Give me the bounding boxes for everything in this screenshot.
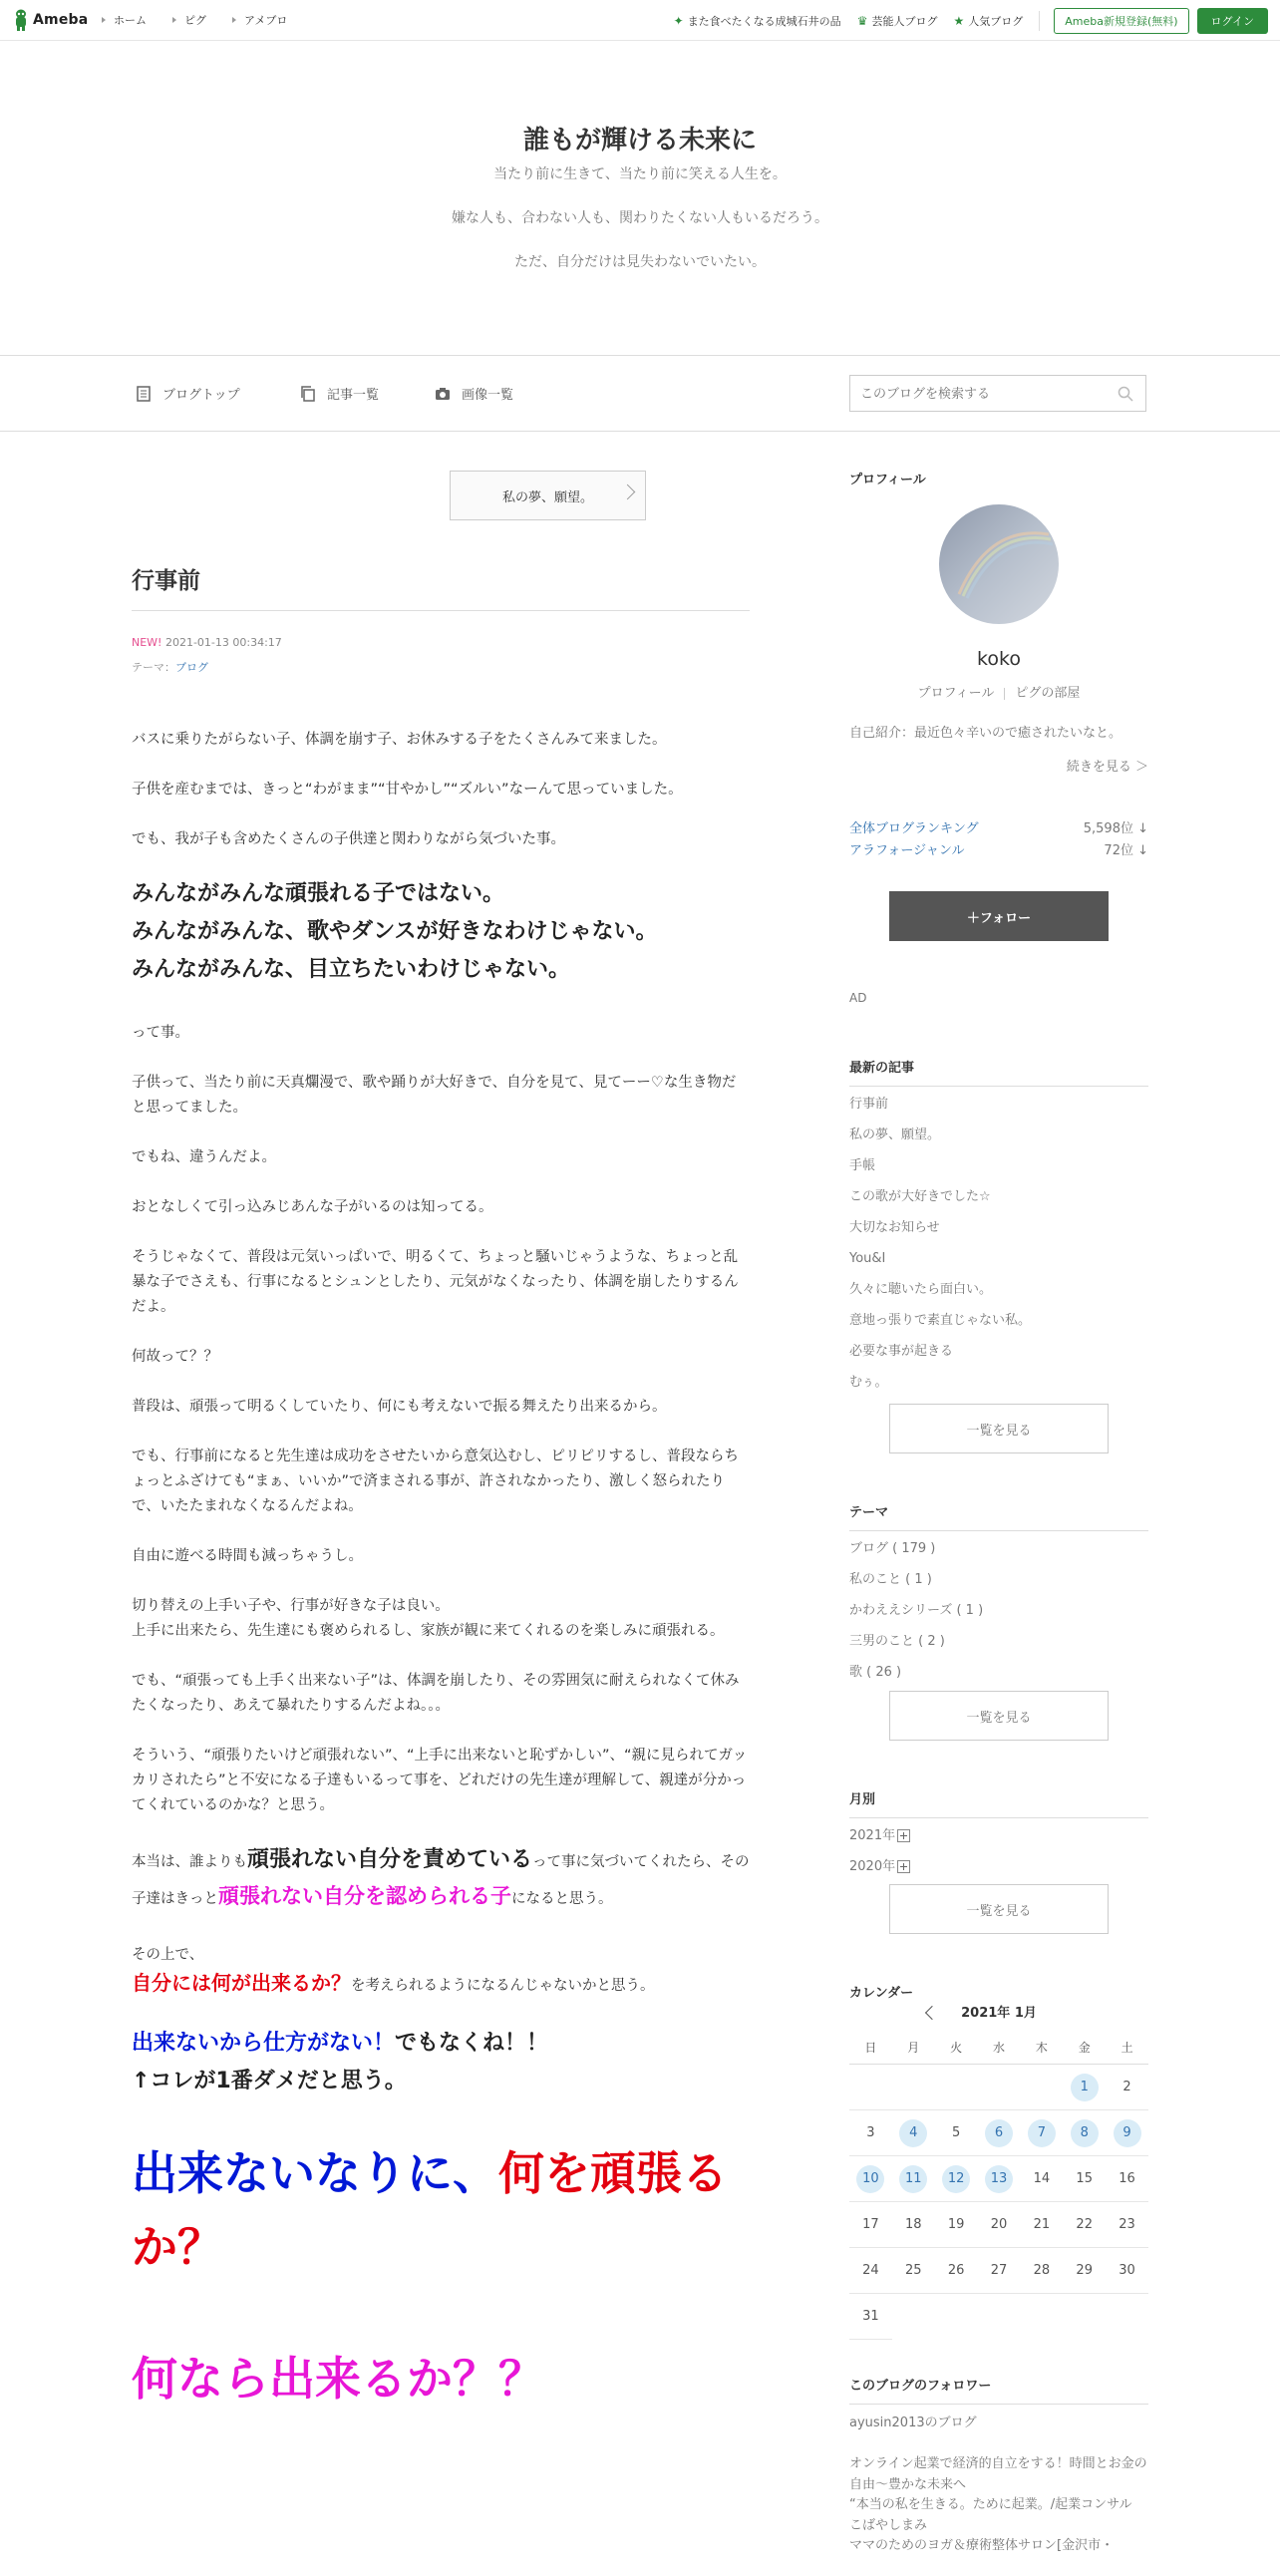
next-article-label: 私の夢、願望。: [501, 489, 593, 505]
theme-prefix: テーマ：: [132, 661, 175, 674]
document-icon: [135, 385, 153, 403]
paragraph: でも、我が子も含めたくさんの子供達と関わりながら気づいた事。: [132, 831, 565, 847]
calendar-day-number: 11: [899, 2165, 927, 2193]
month-list: [849, 1820, 1148, 1882]
camera-icon: [434, 385, 452, 403]
article-title[interactable]: 行事前: [132, 568, 200, 594]
recent-list: [849, 1089, 1148, 1398]
highlight-text: 出来ないから仕方がない！: [132, 2031, 396, 2056]
theme-heading: テーマ: [849, 1501, 1148, 1531]
crown-icon: ♛: [856, 14, 868, 28]
calendar-weekday: 火: [935, 2032, 978, 2065]
recent-item[interactable]: この歌が大好きでした☆: [849, 1189, 991, 1204]
top-nav-ameblo[interactable]: [232, 12, 287, 28]
expand-icon[interactable]: [897, 1829, 910, 1842]
calendar-day-number: 21: [1033, 2216, 1051, 2232]
see-all-articles-button[interactable]: 一覧を見る: [889, 1404, 1109, 1453]
calendar-day-number: 3: [866, 2124, 875, 2140]
calendar-day[interactable]: [1063, 2110, 1106, 2156]
top-right-links: [674, 8, 1268, 34]
celebrity-blog-label: 芸能人ブログ: [871, 15, 938, 28]
paragraph: おとなしくて引っ込みじあんな子がいるのは知ってる。: [132, 1199, 493, 1215]
search-icon[interactable]: [1118, 386, 1133, 402]
highlight-text: 自分には何が出来るか？: [132, 1971, 351, 1995]
text-run: 本当は、誰よりも: [132, 1854, 247, 1870]
calendar-day-number: 4: [899, 2119, 927, 2147]
nav-article-list-label: 記事一覧: [327, 388, 380, 403]
monthly-section: [849, 1788, 1148, 1882]
divider: [1039, 11, 1040, 31]
article-meta: [132, 630, 282, 680]
search-input[interactable]: [850, 376, 1102, 413]
calendar-day-number: 19: [947, 2216, 965, 2232]
calendar-day: [1063, 2248, 1106, 2294]
theme-item[interactable]: 三男のこと ( 2 ): [849, 1634, 945, 1649]
calendar: [849, 2002, 1148, 2340]
text-run: になると思う。: [511, 1891, 613, 1907]
follow-button[interactable]: ＋フォロー: [889, 891, 1109, 941]
calendar-day: [1063, 2156, 1106, 2202]
month-label: 2020年: [849, 1859, 896, 1874]
calendar-day-number: 9: [1114, 2119, 1141, 2147]
month-item[interactable]: [849, 1820, 1148, 1851]
calendar-day[interactable]: [1063, 2065, 1106, 2110]
ameba-logo[interactable]: [12, 9, 88, 31]
profile-link[interactable]: プロフィール: [917, 686, 995, 701]
month-item[interactable]: [849, 1851, 1148, 1882]
calendar-day: [1106, 2248, 1148, 2294]
blog-description: [0, 153, 1280, 284]
theme-item[interactable]: 歌 ( 26 ): [849, 1665, 902, 1680]
recent-articles: [849, 1057, 1148, 1398]
copy-icon: [299, 385, 317, 403]
see-all-months-button[interactable]: 一覧を見る: [889, 1884, 1109, 1934]
leaf-icon: ✦: [673, 14, 684, 28]
calendar-day-number: 2: [1122, 2079, 1131, 2094]
calendar-day: [1106, 2065, 1148, 2110]
text-run: ↑コレが1番ダメだと思う。: [132, 2069, 407, 2093]
theme-list: [849, 1533, 1148, 1688]
ranking-overall-link[interactable]: 全体ブログランキング: [849, 821, 979, 836]
calendar-days: [849, 2065, 1148, 2340]
popular-blog-label: 人気ブログ: [968, 15, 1024, 28]
blog-nav: [0, 356, 1280, 432]
paragraph: バスに乗りたがらない子、体調を崩す子、お休みする子をたくさんみて来ました。: [132, 732, 667, 748]
triangle-icon: [232, 17, 236, 23]
divider: [1004, 688, 1005, 700]
calendar-day-number: 20: [990, 2216, 1008, 2232]
ranking-overall-value: 5,598位 ↓: [1083, 821, 1148, 836]
calendar-day-number: 26: [947, 2262, 965, 2278]
star-icon: ★: [953, 14, 965, 28]
calendar-day[interactable]: [892, 2156, 935, 2202]
text-run: その上で、: [132, 1947, 204, 1963]
calendar-day: [978, 2202, 1021, 2248]
calendar-day-number: 29: [1076, 2262, 1093, 2278]
calendar-day: [1020, 2202, 1063, 2248]
calendar-weekday: 水: [978, 2032, 1021, 2065]
nav-image-list[interactable]: [434, 384, 513, 403]
calendar-day-number: 10: [856, 2165, 884, 2193]
ameba-mascot-icon: [12, 9, 30, 31]
recent-heading: 最新の記事: [849, 1057, 1148, 1087]
paragraph: そうじゃなくて、普段は元気いっぱいで、明るくて、ちょっと騒いじゃうような、ちょっと乱暴な子でさえも、行事になるとシュンとしたり、元気がなくなったり、体調を崩したりするんだよ。: [132, 1249, 739, 1315]
emphasis-line: みんながみんな、歌やダンスが好きなわけじゃない。: [132, 919, 658, 944]
paragraph: 自由に遊べる時間も減っちゃうし。: [132, 1548, 363, 1564]
expand-icon[interactable]: [897, 1860, 910, 1873]
text-run: を考えられるようになるんじゃないかと思う。: [351, 1978, 655, 1994]
calendar-empty-cell: [935, 2065, 978, 2110]
text-run: でもなくね！！: [395, 2031, 549, 2056]
calendar-day-number: 8: [1071, 2119, 1099, 2147]
recent-item[interactable]: 行事前: [849, 1097, 889, 1112]
triangle-icon: [102, 17, 106, 23]
theme-item[interactable]: 私のこと ( 1 ): [849, 1572, 932, 1587]
calendar-day-number: 18: [904, 2216, 922, 2232]
ranking-overall: [849, 817, 1148, 836]
calendar-day: [1020, 2156, 1063, 2202]
emphasis-line: みんながみんな、目立ちたいわけじゃない。: [132, 957, 571, 982]
calendar-day-number: 16: [1119, 2170, 1135, 2186]
calendar-day: [849, 2110, 892, 2156]
logo-text: Ameba: [33, 12, 89, 28]
followers-heading: このブログのフォロワー: [849, 2375, 1148, 2405]
ranking-genre: [849, 839, 1148, 858]
paragraph: でも、行事前になると先生達は成功をさせたいから意気込むし、ピリピリするし、普段ならちょっとふざけても“まぁ、いいか”で済まされる事が、許されなかったり、激しく怒られたりで、いたたまれなくなるんだよね。: [132, 1449, 739, 1514]
paragraph: って事。: [132, 1025, 189, 1041]
highlight-text: 出来ないなりに、: [132, 2146, 498, 2200]
calendar-day: [849, 2248, 892, 2294]
emphasis-line: みんながみんな頑張れる子ではない。: [132, 881, 505, 906]
calendar-day: [1020, 2248, 1063, 2294]
article-date: 2021-01-13 00:34:17: [164, 636, 282, 649]
recent-item[interactable]: 意地っ張りで素直じゃない私。: [849, 1313, 1032, 1328]
rainbow-avatar-image: [939, 504, 1059, 624]
calendar-weekday: 土: [1106, 2032, 1148, 2065]
month-label: 2021年: [849, 1828, 896, 1843]
calendar-day-number: 15: [1076, 2170, 1093, 2186]
nav-blog-top-label: ブログトップ: [162, 388, 240, 403]
read-more-link[interactable]: 続きを見る ＞: [1066, 760, 1148, 775]
recent-item[interactable]: 私の夢、願望。: [849, 1127, 941, 1142]
paragraph: 何故って？？: [132, 1349, 218, 1365]
paragraph: 子供を産むまでは、きっと“わがまま”“甘やかし”“ズルい”なーんて思っていました。: [132, 782, 683, 798]
recent-item[interactable]: むぅ。: [849, 1375, 888, 1390]
calendar-weekdays: [849, 2032, 1148, 2065]
calendar-day-number: [985, 2074, 1013, 2101]
calendar-day[interactable]: [978, 2110, 1021, 2156]
calendar-day-number: 17: [862, 2216, 879, 2232]
login-button[interactable]: ログイン: [1197, 8, 1268, 34]
calendar-header: [849, 2002, 1148, 2032]
calendar-day-number: [1028, 2074, 1056, 2101]
large-heading: [132, 2136, 750, 2284]
highlight-text: 何を頑張るか？: [132, 2146, 728, 2274]
blog-description-line: 当たり前に生きて、当たり前に笑える人生を。: [493, 166, 787, 182]
calendar-day: [935, 2248, 978, 2294]
calendar-day: [849, 2294, 892, 2340]
follower-item[interactable]: “本当の私を生きる。ために起業。/起業コンサル こばやしまみ: [849, 2497, 1145, 2533]
triangle-icon: [172, 17, 176, 23]
calendar-day-number: 23: [1119, 2216, 1135, 2232]
new-badge: NEW!: [132, 636, 162, 649]
theme-item[interactable]: ブログ ( 179 ): [849, 1541, 936, 1556]
paragraph: [132, 1941, 750, 2000]
nav-blog-top[interactable]: [135, 384, 240, 403]
calendar-empty-cell: [1020, 2065, 1063, 2110]
avatar[interactable]: [939, 504, 1059, 624]
top-nav-home-label: ホーム: [114, 14, 147, 27]
calendar-day-number: 22: [1076, 2216, 1093, 2232]
calendar-month: 2021年 1月: [961, 2006, 1037, 2021]
divider: [132, 610, 750, 611]
highlight-text: 頑張れない自分を責めている: [247, 1847, 533, 1872]
monthly-heading: 月別: [849, 1788, 1148, 1818]
paragraph-line: 上手に出来たら、先生達にも褒められるし、家族が観に来てくれるのを楽しみに頑張れる。: [132, 1623, 725, 1639]
calendar-day[interactable]: [978, 2156, 1021, 2202]
follower-item[interactable]: ママのためのヨガ＆療術整体サロン[金沢市・: [849, 2538, 1115, 2553]
calendar-day-number: [899, 2074, 927, 2101]
top-nav-pig[interactable]: [172, 12, 206, 28]
calendar-day-number: 13: [985, 2165, 1013, 2193]
recent-item[interactable]: You&I: [849, 1251, 886, 1266]
calendar-day[interactable]: [935, 2156, 978, 2202]
large-heading: 何なら出来るか？？: [132, 2352, 544, 2406]
calendar-empty-cell: [978, 2065, 1021, 2110]
calendar-weekday: 日: [849, 2032, 892, 2065]
register-button[interactable]: Ameba新規登録(無料): [1054, 8, 1188, 34]
paragraph: でも、“頑張っても上手く出来ない子”は、体調を崩したり、その雰囲気に耐えられなくて休みたくなったり、あえて暴れたりするんだよね。。。: [132, 1673, 740, 1714]
top-nav: [102, 12, 313, 28]
theme-link[interactable]: ブログ: [175, 661, 208, 674]
ad-label: AD: [849, 991, 867, 1005]
blog-description-line: 嫌な人も、合わない人も、関わりたくない人もいるだろう。: [452, 210, 828, 226]
blog-description-line: ただ、自分だけは見失わないでいたい。: [514, 254, 766, 270]
profile-heading: プロフィール: [849, 473, 926, 487]
blog-search: [849, 375, 1146, 412]
calendar-day: [1106, 2202, 1148, 2248]
calendar-day-number: [856, 2074, 884, 2101]
celebrity-blog-link[interactable]: [857, 13, 938, 29]
calendar-day[interactable]: [1106, 2110, 1148, 2156]
follower-item[interactable]: オンライン起業で経済的自立をする！時間とお金の自由～豊かな未来へ: [849, 2456, 1147, 2492]
profile-name[interactable]: koko: [977, 648, 1021, 670]
ranking-genre-link[interactable]: アラフォージャンル: [849, 843, 965, 858]
paragraph: そういう、“頑張りたいけど頑張れない”、“上手に出来ないと恥ずかしい”、“親に見られてガッカリされたら”と不安になる子達もいるって事を、どれだけの先生達が理解して、親達が分かってくれているのかな？と思う。: [132, 1748, 748, 1813]
calendar-day-number: 27: [990, 2262, 1008, 2278]
calendar-weekday: 月: [892, 2032, 935, 2065]
calendar-heading: カレンダー: [849, 1986, 914, 2001]
ranking-genre-value: 72位 ↓: [1104, 843, 1148, 858]
recent-item[interactable]: 久々に聴いたら面白い。: [849, 1282, 993, 1297]
text-run: って事に気づいてくれたら、その子達はきっと: [132, 1854, 750, 1907]
calendar-day: [892, 2202, 935, 2248]
followers-list: [849, 2413, 1148, 2566]
promo-link[interactable]: [674, 13, 841, 29]
paragraph: [132, 1843, 750, 1916]
calendar-day: [935, 2110, 978, 2156]
chevron-right-icon: [620, 484, 636, 500]
calendar-day-number: 12: [942, 2165, 970, 2193]
next-article-button[interactable]: [450, 471, 646, 520]
top-bar: [0, 0, 1280, 41]
calendar-day-number: 24: [862, 2262, 879, 2278]
calendar-day-number: 30: [1119, 2262, 1135, 2278]
profile-intro: 自己紹介：最近色々辛いので癒されたいなと。: [849, 726, 1122, 741]
calendar-day: [978, 2248, 1021, 2294]
recent-item[interactable]: 手帳: [849, 1158, 876, 1173]
calendar-day[interactable]: [892, 2110, 935, 2156]
calendar-day-number: 6: [985, 2119, 1013, 2147]
calendar-day: [1063, 2202, 1106, 2248]
nav-image-list-label: 画像一覧: [462, 388, 514, 403]
followers-section: [849, 2375, 1148, 2576]
top-nav-ameblo-label: アメブロ: [244, 14, 288, 27]
blog-title[interactable]: 誰もが輝ける未来に: [522, 126, 757, 156]
themes-section: [849, 1501, 1148, 1688]
emphasis-block: [132, 875, 750, 989]
calendar-day[interactable]: [1020, 2110, 1063, 2156]
calendar-day: [935, 2202, 978, 2248]
calendar-empty-cell: [849, 2065, 892, 2110]
top-nav-pig-label: ピグ: [184, 14, 206, 27]
calendar-section: [849, 1982, 1148, 2001]
calendar-day[interactable]: [849, 2156, 892, 2202]
calendar-day-number: 14: [1033, 2170, 1051, 2186]
calendar-day: [849, 2202, 892, 2248]
emphasis-block: [132, 2025, 750, 2100]
article-body: [132, 728, 750, 2440]
blog-header: [0, 40, 1280, 356]
paragraph: 普段は、頑張って明るくしていたり、何にも考えないで振る舞えたり出来るから。: [132, 1399, 667, 1415]
promo-link-label: また食べたくなる成城石井の品: [687, 15, 841, 28]
recent-item[interactable]: 必要な事が起きる: [849, 1344, 954, 1359]
calendar-day-number: 25: [904, 2262, 922, 2278]
calendar-weekday: 金: [1063, 2032, 1106, 2065]
paragraph-line: 切り替えの上手い子や、行事が好きな子は良い。: [132, 1598, 450, 1614]
calendar-day-number: 1: [1071, 2074, 1099, 2101]
calendar-day-number: 31: [862, 2308, 879, 2324]
profile-links: [849, 682, 1148, 701]
chevron-left-icon[interactable]: [925, 2006, 939, 2020]
paragraph: [132, 1594, 750, 1644]
calendar-day-number: 7: [1028, 2119, 1056, 2147]
top-nav-home[interactable]: [102, 12, 147, 28]
calendar-weekday: 木: [1020, 2032, 1063, 2065]
paragraph: 子供って、当たり前に天真爛漫で、歌や踊りが大好きで、自分を見て、見てーー♡な生き物だと思ってました。: [132, 1075, 737, 1116]
pig-room-link[interactable]: ピグの部屋: [1015, 686, 1081, 701]
theme-item[interactable]: かわええシリーズ ( 1 ): [849, 1603, 984, 1618]
highlight-text: 頑張れない自分を認められる子: [218, 1884, 511, 1908]
calendar-day-number: 5: [951, 2124, 961, 2140]
calendar-day: [1106, 2156, 1148, 2202]
recent-item[interactable]: 大切なお知らせ: [849, 1220, 940, 1235]
popular-blog-link[interactable]: [953, 13, 1023, 29]
see-all-themes-button[interactable]: 一覧を見る: [889, 1691, 1109, 1741]
nav-article-list[interactable]: [299, 384, 379, 403]
calendar-day-number: 28: [1033, 2262, 1051, 2278]
calendar-empty-cell: [892, 2065, 935, 2110]
calendar-day-number: [942, 2074, 970, 2101]
paragraph: でもね、違うんだよ。: [132, 1149, 276, 1165]
follower-item[interactable]: ayusin2013のブログ: [849, 2415, 977, 2430]
calendar-day: [892, 2248, 935, 2294]
